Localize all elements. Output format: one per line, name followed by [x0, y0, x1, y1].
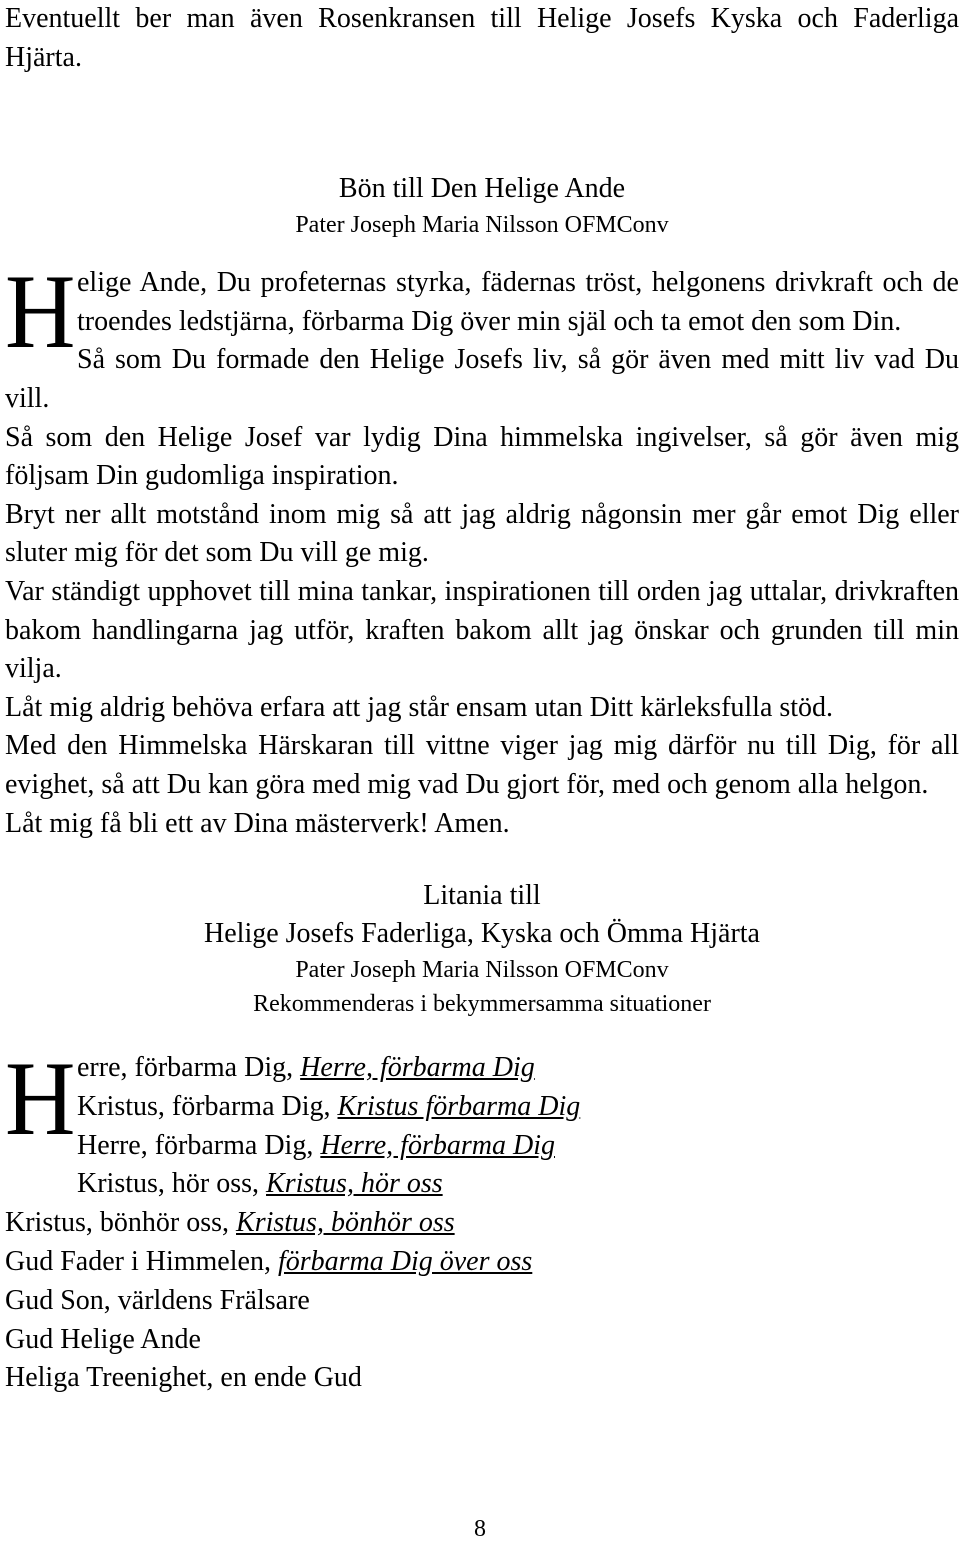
litany-line	[5, 1165, 959, 1204]
litany-list	[5, 1040, 959, 1398]
litany-call: Kristus, bönhör oss,	[5, 1207, 237, 1239]
litany-response: Kristus, bönhör oss	[236, 1207, 455, 1239]
prayer-title: Bön till Den Helige Ande	[338, 173, 626, 205]
page-number: 8	[474, 1516, 486, 1542]
litany-line	[5, 1088, 959, 1127]
litany-response: Kristus förbarma Dig	[337, 1090, 581, 1122]
litany-dropcap: H	[5, 1040, 76, 1158]
litany-opening	[5, 1040, 959, 1204]
litany-response: Herre, förbarma Dig	[320, 1129, 555, 1161]
litany-line	[5, 1204, 959, 1243]
litany-author: Pater Joseph Maria Nilsson OFMConv	[295, 957, 669, 984]
litany-call: Kristus, hör oss,	[77, 1168, 267, 1200]
litany-call: Heliga Treenighet, en ende Gud	[5, 1362, 362, 1394]
litany-call: Herre, förbarma Dig,	[77, 1129, 321, 1161]
litany-line	[5, 1049, 959, 1088]
litany-response: förbarma Dig över oss	[277, 1246, 533, 1278]
prayer-paragraph: Med den Himmelska Härskaran till vittne viger jag mig därför nu till Dig, för all evighet, så att Du kan göra med mig vad Du gjort för, med och genom alla helgon.	[5, 730, 959, 800]
prayer-paragraph: Så som den Helige Josef var lydig Dina himmelska ingivelser, så gör även mig följsam Din gudomliga inspiration.	[5, 421, 959, 492]
litany-line	[5, 1359, 959, 1398]
litany-call: Gud Fader i Himmelen,	[5, 1246, 278, 1278]
prayer-paragraph: Så som Du formade den Helige Josefs liv, så gör även med mitt liv vad Du vill.	[5, 344, 959, 414]
litany-subtitle: Helige Josefs Faderliga, Kyska och Ömma Hjärta	[204, 918, 760, 950]
prayer-dropcap: H	[5, 253, 76, 371]
litany-line	[5, 1127, 959, 1166]
litany-line	[5, 1282, 959, 1321]
litany-response: Herre, förbarma Dig	[300, 1052, 535, 1084]
prayer-paragraph: Låt mig aldrig behöva erfara att jag står ensam utan Ditt kärleksfulla stöd.	[5, 691, 834, 723]
prayer-paragraph: Bryt ner allt motstånd inom mig så att jag aldrig någonsin mer går emot Dig eller sluter mig för det som Du vill ge mig.	[5, 498, 959, 569]
litany-call: Gud Son, världens Frälsare	[5, 1284, 310, 1316]
litany-call: Gud Helige Ande	[5, 1323, 201, 1355]
litany-call: Kristus, förbarma Dig,	[77, 1090, 338, 1122]
litany-note: Rekommenderas i bekymmersamma situationer	[253, 991, 711, 1018]
litany-title: Litania till	[423, 880, 541, 912]
prayer-paragraph: Var ständigt upphovet till mina tankar, inspirationen till orden jag uttalar, drivkraften bakom handlingarna jag utför, kraften bakom allt jag önskar och grunden till min vilja.	[5, 575, 959, 685]
prayer-opening	[5, 253, 959, 371]
litany-line	[5, 1243, 959, 1282]
litany-response: Kristus, hör oss	[266, 1168, 443, 1200]
prayer-first-paragraph: elige Ande, Du profeternas styrka, fädernas tröst, helgonens drivkraft och de troendes ledstjärna, förbarma Dig över min själ och ta emot den som Din.	[77, 267, 959, 337]
litany-call: erre, förbarma Dig,	[77, 1052, 301, 1084]
prayer-author: Pater Joseph Maria Nilsson OFMConv	[295, 212, 669, 239]
litany-line	[5, 1321, 959, 1360]
document-page	[5, 0, 959, 1398]
prayer-paragraph: Låt mig få bli ett av Dina mästerverk! Amen.	[5, 807, 510, 839]
intro-paragraph: Eventuellt ber man även Rosenkransen till Helige Josefs Kyska och Faderliga Hjärta.	[5, 3, 959, 73]
